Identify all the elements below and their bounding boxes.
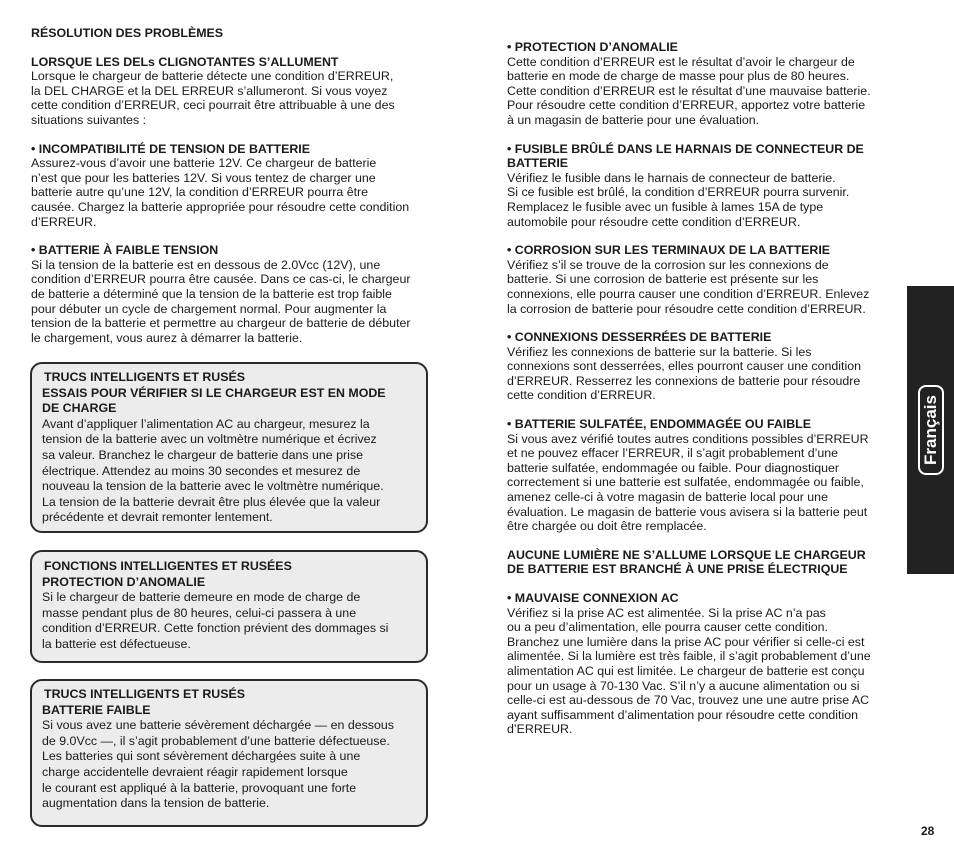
section-text: Vérifiez le fusible dans le harnais de connecteur de batterie. Si ce fusible est brûlé, la condition d’ERREUR pourra survenir. Remplacez le fusible avec un fusible à lames 15A de type automobile pour résoudre cette condition d’ERREUR. — [507, 170, 850, 229]
section-heading: • CONNEXIONS DESSERRÉES DE BATTERIE — [507, 330, 772, 345]
section-heading: • BATTERIE SULFATÉE, ENDOMMAGÉE OU FAIBLE — [507, 417, 812, 432]
section-heading: AUCUNE LUMIÈRE NE S’ALLUME LORSQUE LE CHARGEUR DE BATTERIE EST BRANCHÉ À UNE PRISE ÉLECTRIQUE — [507, 547, 866, 577]
section-heading: • MAUVAISE CONNEXION AC — [507, 591, 679, 605]
tip-box-charge-test — [30, 362, 428, 533]
right-column — [507, 40, 899, 751]
tip-box-anomaly-protection — [30, 550, 428, 663]
section-text: Vérifiez les connexions de batterie sur la batterie. Si les connexions sont desserrées, elles pourront causer une condition d’ERREUR. Resserrez les connexions de batterie pour résoudre cette condition d’ERREUR. — [507, 344, 862, 403]
section-blown-fuse — [507, 142, 899, 230]
section-bad-ac-connection — [507, 591, 899, 737]
tip-label: TRUCS INTELLIGENTS ET RUSÉS — [44, 687, 246, 701]
language-tab — [907, 286, 954, 574]
section-text: Vérifiez si la prise AC est alimentée. Si la prise AC n’a pas ou a peu d’alimentation, elle pourra causer cette condition. Branchez une lumière dans la prise AC pour vérifier si celle-ci est alimentée. Si la lumière est très faible, il s’agit probablement d’une alimentation AC qui est limitée. Le chargeur de batterie est conçu pour un usage à 70-130 Vac. S’il n’y a aucune alimentation ou si celle-ci est au-dessous de 70 Vac, trouvez une une autre prise AC ayant suffisamment d’alimentation pour résoudre cette condition d’ERREUR. — [507, 605, 871, 737]
section-text: Lorsque le chargeur de batterie détecte une condition d’ERREUR, la DEL CHARGE et la DEL ERREUR s’allumeront. Si vous voyez cette condition d’ERREUR, ceci pourrait être attribuable à une des situations suivantes : — [31, 69, 395, 127]
section-corrosion — [507, 243, 899, 316]
section-loose-connections — [507, 330, 899, 403]
tip-text: Avant d’appliquer l’alimentation AC au chargeur, mesurez la tension de la batterie avec un voltmètre numérique et écrivez sa valeur. Branchez le chargeur de batterie dans une prise électrique. Attendez au moins 30 secondes et mesurez de nouveau la tension de la batterie avec le voltmètre numérique. La tension de la batterie devrait être plus élevée que la valeur précédente et devrait remonter lentement. — [42, 416, 384, 525]
section-low-voltage — [31, 243, 439, 345]
tip-label: TRUCS INTELLIGENTS ET RUSÉS — [44, 370, 246, 384]
section-text: Vérifiez s’il se trouve de la corrosion sur les connexions de batterie. Si une corrosion de batterie est présente sur les connexions, elle pourra causer une condition d’ERREUR. Enlevez la corrosion de batterie pour résoudre cette condition d’ERREUR. — [507, 257, 870, 316]
section-sulfated-battery — [507, 417, 899, 534]
section-anomaly-protection — [507, 40, 899, 128]
section-delays-leds — [31, 55, 439, 128]
left-column — [31, 26, 439, 359]
tip-box-weak-battery — [30, 679, 428, 827]
section-heading: • FUSIBLE BRÛLÉ DANS LE HARNAIS DE CONNECTEUR DE BATTERIE — [507, 141, 864, 171]
section-text: Si vous avez vérifié toutes autres conditions possibles d’ERREUR et ne pouvez effacer l’ERREUR, il s’agit probablement d’une batterie sulfatée, endommagée ou faible. Pour diagnostiquer correctement si une batterie est sulfatée, endommagée ou faible, amenez celle-ci à votre magasin de batterie local pour une évaluation. Le magasin de batterie vous avisera si la batterie peut être chargée ou doit être remplacée. — [507, 431, 869, 534]
section-no-light — [507, 548, 899, 577]
page-number: 28 — [921, 824, 935, 838]
section-text: Assurez-vous d’avoir une batterie 12V. Ce chargeur de batterie n’est que pour les batteries 12V. Si vous tentez de charger une batterie autre qu’une 12V, la condition d’ERREUR pourra être causée. Chargez la batterie appropriée pour résoudre cette condition d’ERREUR. — [31, 156, 410, 229]
tip-heading: PROTECTION D’ANOMALIE — [42, 574, 206, 589]
section-heading: • CORROSION SUR LES TERMINAUX DE LA BATTERIE — [507, 243, 831, 258]
section-voltage-mismatch — [31, 142, 439, 230]
section-text: Cette condition d’ERREUR est le résultat d’avoir le chargeur de batterie en mode de charge de masse pour plus de 80 heures. Cette condition d’ERREUR est le résultat d’une mauvaise batterie. Pour résoudre cette condition d’ERREUR, apportez votre batterie à un magasin de batterie pour une évaluation. — [507, 54, 871, 127]
tip-heading: ESSAIS POUR VÉRIFIER SI LE CHARGEUR EST EN MODE DE CHARGE — [42, 385, 386, 416]
section-heading: LORSQUE LES DELs CLIGNOTANTES S’ALLUMENT — [31, 54, 339, 69]
tip-text: Si vous avez une batterie sévèrement déchargée — en dessous de 9.0Vcc —, il s’agit probablement d’une batterie défectueuse. Les batteries qui sont sévèrement déchargées suite à une charge accidentelle devraient réagir rapidement lorsque le courant est appliqué à la batterie, provoquant une forte augmentation dans la tension de batterie. — [42, 718, 394, 811]
tip-text: Si le chargeur de batterie demeure en mode de charge de masse pendant plus de 80 heures, celui-ci passera à une condition d’ERREUR. Cette fonction prévient des dommages si la batterie est défectueuse. — [42, 590, 389, 651]
section-text: Si la tension de la batterie est en dessous de 2.0Vcc (12V), une condition d’ERREUR pourra être causée. Dans ce cas-ci, le chargeur de batterie a déterminé que la tension de la batterie est trop faible pour débuter un cycle de chargement normal. Pour augmenter la tension de la batterie et permettre au chargeur de batterie de débuter le chargement, vous aurez à démarrer la batterie. — [31, 257, 411, 345]
section-heading: • PROTECTION D’ANOMALIE — [507, 40, 678, 54]
section-heading: • INCOMPATIBILITÉ DE TENSION DE BATTERIE — [31, 141, 310, 156]
page-title: RÉSOLUTION DES PROBLÈMES — [31, 26, 224, 40]
section-heading: • BATTERIE À FAIBLE TENSION — [31, 243, 219, 258]
tip-label: FONCTIONS INTELLIGENTES ET RUSÉES — [44, 559, 292, 573]
tip-heading: BATTERIE FAIBLE — [42, 702, 151, 717]
language-label: Français — [918, 385, 944, 475]
